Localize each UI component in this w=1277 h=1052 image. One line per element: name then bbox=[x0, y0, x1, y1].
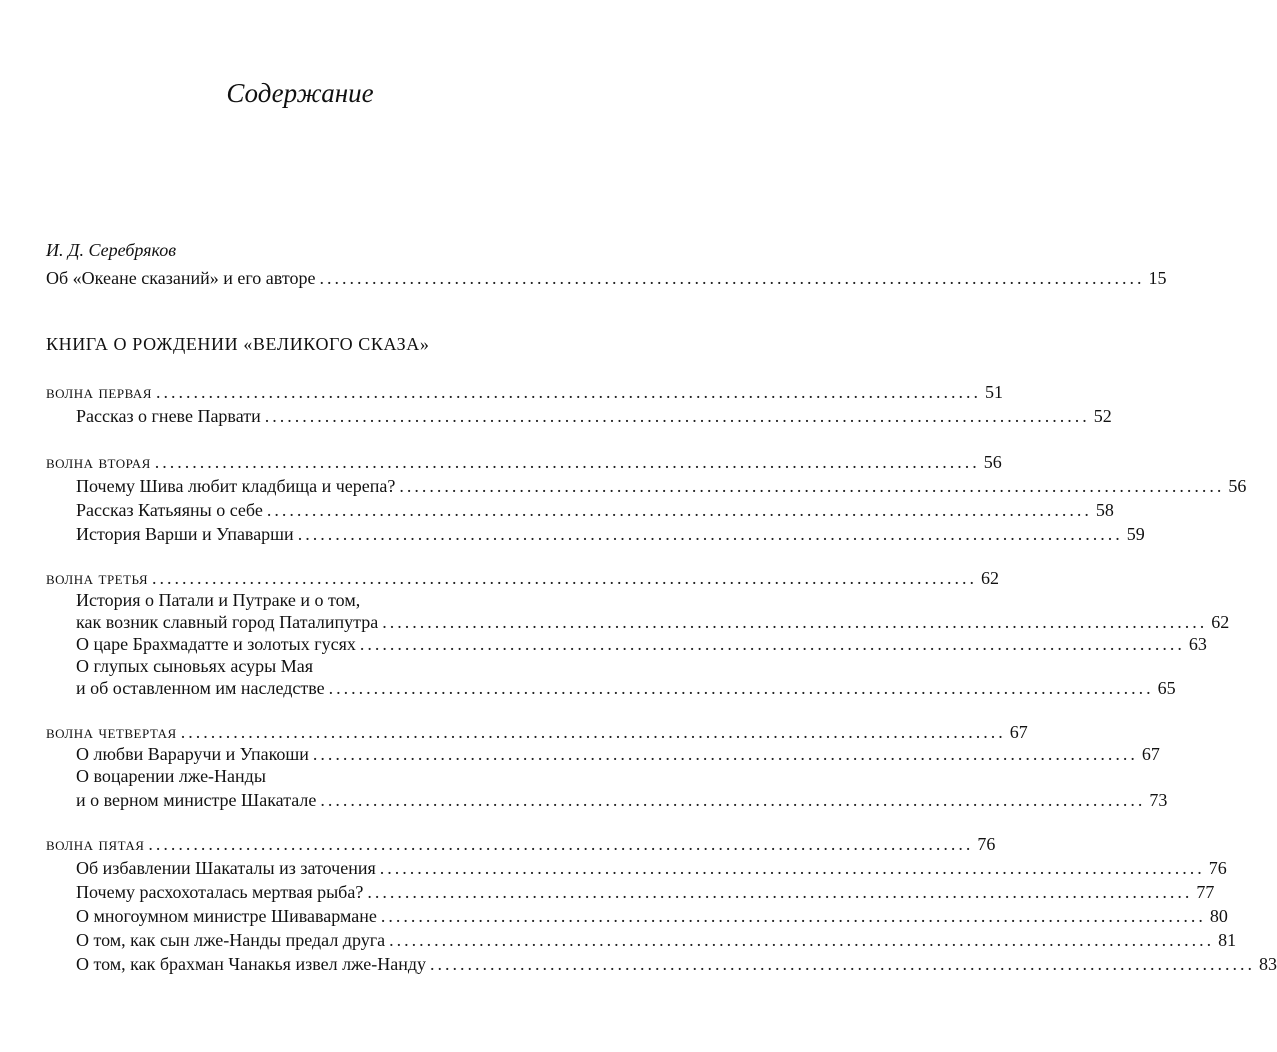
toc-entry[interactable] bbox=[76, 404, 1112, 428]
leader-dots: .............................................................................................................. bbox=[297, 524, 1123, 544]
entry-page: 81 bbox=[1218, 930, 1237, 950]
entry-page: 15 bbox=[1148, 268, 1167, 288]
entry-title: О том, как брахман Чанакья извел лже-Нанду bbox=[76, 954, 427, 974]
toc-entry[interactable] bbox=[76, 788, 1168, 812]
leader-dots: .............................................................................................................. bbox=[152, 568, 978, 588]
entry-page: 62 bbox=[1211, 612, 1230, 632]
entry-title: и о верном министре Шакатале bbox=[76, 790, 317, 810]
entry-title-line1: О воцарении лже-Нанды bbox=[76, 766, 266, 786]
entry-title: Об «Океане сказаний» и его авторе bbox=[46, 268, 316, 288]
wave-label: волна третья bbox=[46, 568, 149, 588]
entry-page: 83 bbox=[1259, 954, 1277, 974]
toc-entry[interactable] bbox=[76, 610, 1230, 634]
leader-dots: .............................................................................................................. bbox=[389, 930, 1215, 950]
leader-dots: .............................................................................................................. bbox=[379, 858, 1205, 878]
wave-heading[interactable] bbox=[46, 566, 1000, 590]
entry-title-line1: История о Патали и Путраке и о том, bbox=[76, 590, 361, 610]
wave-label: волна четвертая bbox=[46, 722, 177, 742]
wave-label: волна первая bbox=[46, 382, 152, 402]
toc-entry[interactable] bbox=[76, 522, 1145, 546]
entry-title: О царе Брахмадатте и золотых гусях bbox=[76, 634, 356, 654]
toc-entry[interactable] bbox=[76, 952, 1277, 976]
leader-dots: .............................................................................................................. bbox=[266, 500, 1092, 520]
foreword-author: И. Д. Серебряков bbox=[46, 240, 177, 260]
book-title: КНИГА О РОЖДЕНИИ «ВЕЛИКОГО СКАЗА» bbox=[46, 334, 430, 354]
entry-page: 67 bbox=[1141, 744, 1160, 764]
entry-title: О любви Варaручи и Упакоши bbox=[76, 744, 309, 764]
entry-page: 65 bbox=[1157, 678, 1176, 698]
wave-page: 67 bbox=[1009, 722, 1028, 742]
page-title: Содержание bbox=[226, 78, 374, 108]
leader-dots: .............................................................................................................. bbox=[382, 612, 1208, 632]
leader-dots: .............................................................................................................. bbox=[320, 790, 1146, 810]
wave-heading[interactable] bbox=[46, 720, 1028, 744]
wave-page: 51 bbox=[984, 382, 1003, 402]
entry-page: 76 bbox=[1208, 858, 1227, 878]
entry-title-line1: О глупых сыновьях асуры Мая bbox=[76, 656, 313, 676]
entry-page: 56 bbox=[1228, 476, 1247, 496]
toc-entry[interactable] bbox=[76, 742, 1160, 766]
wave-label: волна пятая bbox=[46, 834, 145, 854]
entry-title: Рассказ Катьяяны о себе bbox=[76, 500, 263, 520]
leader-dots: .............................................................................................................. bbox=[399, 476, 1225, 496]
wave-page: 62 bbox=[981, 568, 1000, 588]
leader-dots: .............................................................................................................. bbox=[180, 722, 1006, 742]
toc-entry[interactable] bbox=[76, 632, 1207, 656]
toc-entry[interactable] bbox=[46, 266, 1167, 290]
entry-page: 73 bbox=[1149, 790, 1168, 810]
entry-page: 59 bbox=[1126, 524, 1145, 544]
wave-heading[interactable] bbox=[46, 450, 1002, 474]
toc-entry[interactable] bbox=[76, 904, 1228, 928]
toc-entry[interactable] bbox=[76, 856, 1227, 880]
entry-title: Почему Шива любит кладбища и черепа? bbox=[76, 476, 396, 496]
entry-page: 80 bbox=[1209, 906, 1228, 926]
leader-dots: .............................................................................................................. bbox=[155, 382, 981, 402]
leader-dots: .............................................................................................................. bbox=[430, 954, 1256, 974]
toc-entry[interactable] bbox=[76, 880, 1215, 904]
wave-page: 76 bbox=[977, 834, 996, 854]
leader-dots: .............................................................................................................. bbox=[328, 678, 1154, 698]
entry-page: 52 bbox=[1093, 406, 1112, 426]
leader-dots: .............................................................................................................. bbox=[154, 452, 980, 472]
toc-entry[interactable] bbox=[76, 676, 1176, 700]
entry-page: 63 bbox=[1188, 634, 1207, 654]
entry-title: О том, как сын лже-Нанды предал друга bbox=[76, 930, 386, 950]
leader-dots: .............................................................................................................. bbox=[148, 834, 974, 854]
leader-dots: .............................................................................................................. bbox=[264, 406, 1090, 426]
entry-title: и об оставленном им наследстве bbox=[76, 678, 325, 698]
wave-heading[interactable] bbox=[46, 832, 996, 856]
wave-label: волна вторая bbox=[46, 452, 151, 472]
entry-title: История Варши и Упаварши bbox=[76, 524, 294, 544]
entry-title: О многоумном министре Шивавармане bbox=[76, 906, 377, 926]
toc-entry[interactable] bbox=[76, 928, 1237, 952]
leader-dots: .............................................................................................................. bbox=[380, 906, 1206, 926]
wave-heading[interactable] bbox=[46, 380, 1003, 404]
leader-dots: .............................................................................................................. bbox=[312, 744, 1138, 764]
toc-entry[interactable] bbox=[76, 498, 1114, 522]
entry-title: Об избавлении Шакаталы из заточения bbox=[76, 858, 376, 878]
entry-page: 58 bbox=[1095, 500, 1114, 520]
entry-title: как возник славный город Паталипутра bbox=[76, 612, 379, 632]
leader-dots: .............................................................................................................. bbox=[367, 882, 1193, 902]
leader-dots: .............................................................................................................. bbox=[319, 268, 1145, 288]
entry-title: Почему расхохоталась мертвая рыба? bbox=[76, 882, 364, 902]
entry-title: Рассказ о гневе Парвати bbox=[76, 406, 261, 426]
toc-entry[interactable] bbox=[76, 474, 1247, 498]
entry-page: 77 bbox=[1196, 882, 1215, 902]
leader-dots: .............................................................................................................. bbox=[359, 634, 1185, 654]
wave-page: 56 bbox=[983, 452, 1002, 472]
